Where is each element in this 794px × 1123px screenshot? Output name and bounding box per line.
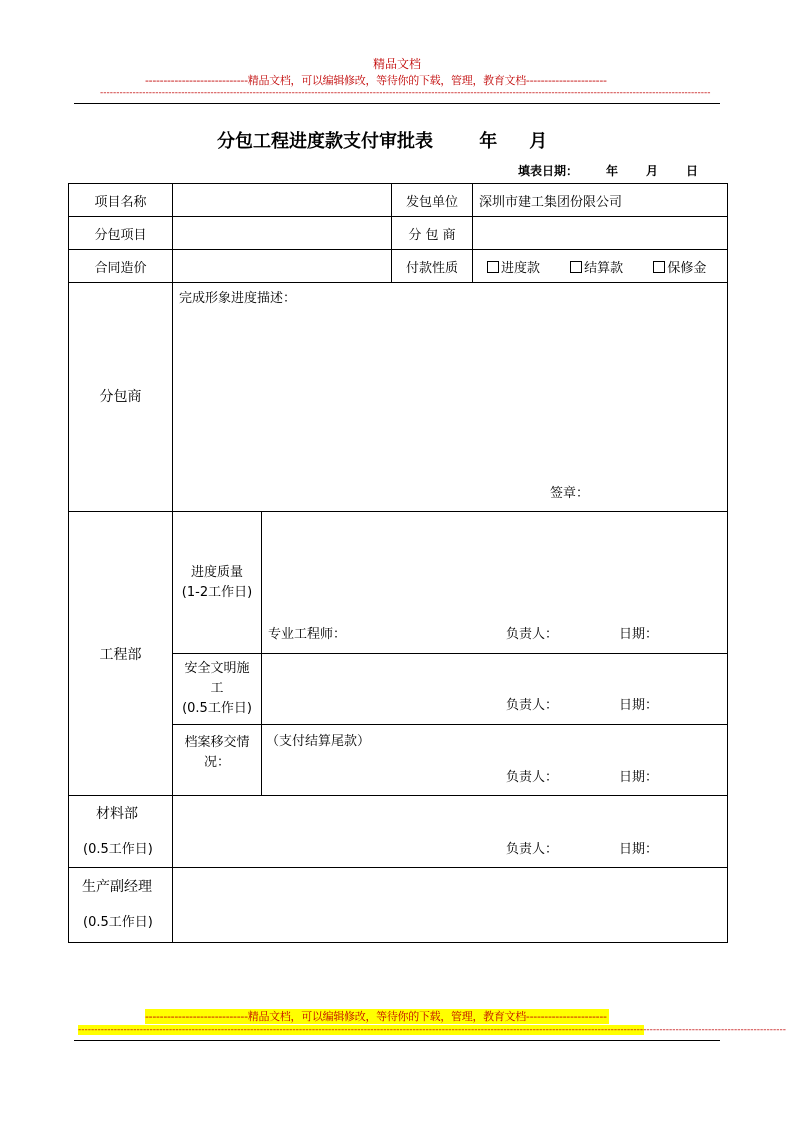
row-engineering-progress [69,512,728,654]
fill-date [518,164,698,178]
option-warranty[interactable]: 保修金 [653,261,706,276]
payment-type-options [473,250,728,283]
progress-quality-title: 进度质量 [190,564,243,580]
footer-rule [74,1040,720,1041]
materials-label-cell [69,796,173,868]
materials-cell[interactable] [173,796,728,868]
progress-date-label: 日期： [619,627,659,642]
safety-duration: (0.5工作日) [182,701,252,716]
row-contract-price [69,250,728,283]
row-production-vp [69,868,728,943]
header-rule [74,103,720,104]
contract-price-value[interactable] [173,250,392,283]
contract-price-label: 合同造价 [69,250,173,283]
progress-quality-duration: (1-2工作日) [181,584,253,600]
archive-date-label: 日期： [619,770,659,785]
production-vp-label: 生产副经理 [82,879,152,895]
title-main: 分包工程进度款支付审批表 [217,131,433,152]
checkbox-icon[interactable] [570,261,582,273]
progress-description-label: 完成形象进度描述： [179,291,297,306]
archive-cell[interactable] [262,725,728,796]
archive-note: （支付结算尾款） [266,734,371,749]
payment-type-label: 付款性质 [392,250,473,283]
production-vp-label-cell [69,868,173,943]
watermark-top-banner: ----------------------------精品文档，可以编辑修改，等待你的下载，管理，教育文档---------------------- [145,74,607,87]
materials-responsible-label: 负责人： [506,842,559,857]
production-vp-cell[interactable] [173,868,728,943]
row-subcontractor-section [69,283,728,512]
materials-date-label: 日期： [619,842,659,857]
watermark-top-label: 精品文档 [372,57,421,71]
subcontractor-section-label: 分包商 [69,283,173,512]
fill-date-label: 填表日期： [518,164,579,178]
fill-date-year: 年 [606,164,619,178]
archive-title-1: 档案移交情 [184,735,250,750]
project-name-label: 项目名称 [69,184,173,217]
engineer-label: 专业工程师： [268,627,347,642]
fill-date-month: 月 [646,164,659,178]
engineering-label: 工程部 [69,512,173,796]
row-materials [69,796,728,868]
checkbox-icon[interactable] [653,261,665,273]
safety-title-2: 工 [210,681,224,696]
progress-quality-label [173,512,262,654]
archive-responsible-label: 负责人： [506,770,559,785]
safety-date-label: 日期： [619,698,659,713]
page-title [217,130,547,154]
title-month: 月 [529,131,548,152]
project-name-value[interactable] [173,184,392,217]
row-project-name [69,184,728,217]
progress-responsible-label: 负责人： [506,627,559,642]
safety-title-1: 安全文明施 [184,661,250,676]
watermark-bottom-banner: ----------------------------精品文档，可以编辑修改，等待你的下载，管理，教育文档---------------------- [145,1010,607,1023]
approval-form [68,183,728,943]
fill-date-day: 日 [686,164,699,178]
title-year: 年 [479,131,498,152]
seal-label: 签章： [550,486,590,501]
production-vp-duration: (0.5工作日) [83,915,153,930]
row-sub-project [69,217,728,250]
progress-description-cell[interactable] [173,283,728,512]
sub-project-label: 分包项目 [69,217,173,250]
archive-label [173,725,262,796]
materials-label: 材料部 [96,806,138,822]
option-settlement[interactable]: 结算款 [570,261,623,276]
safety-responsible-label: 负责人： [506,698,559,713]
materials-duration: (0.5工作日) [83,842,153,857]
safety-label [173,654,262,725]
safety-cell[interactable] [262,654,728,725]
archive-title-2: 况： [203,755,230,770]
sub-project-value[interactable] [173,217,392,250]
checkbox-icon[interactable] [487,261,499,273]
contractor-value[interactable]: 深圳市建工集团份限公司 [473,184,728,217]
watermark-top-dashes: -------------------------------------------------------------------------------------------------------------------------------------------------------------------------------------------- [100,88,711,98]
subcontractor-value[interactable] [473,217,728,250]
watermark-bottom-dashes: -------------------------------------------------------------------------------------------------------------------------------------------------------------------------------------------------------------------------- [78,1025,786,1035]
option-progress[interactable]: 进度款 [487,261,540,276]
subcontractor-label: 分 包 商 [392,217,473,250]
progress-quality-cell[interactable] [262,512,728,654]
contractor-label: 发包单位 [392,184,473,217]
